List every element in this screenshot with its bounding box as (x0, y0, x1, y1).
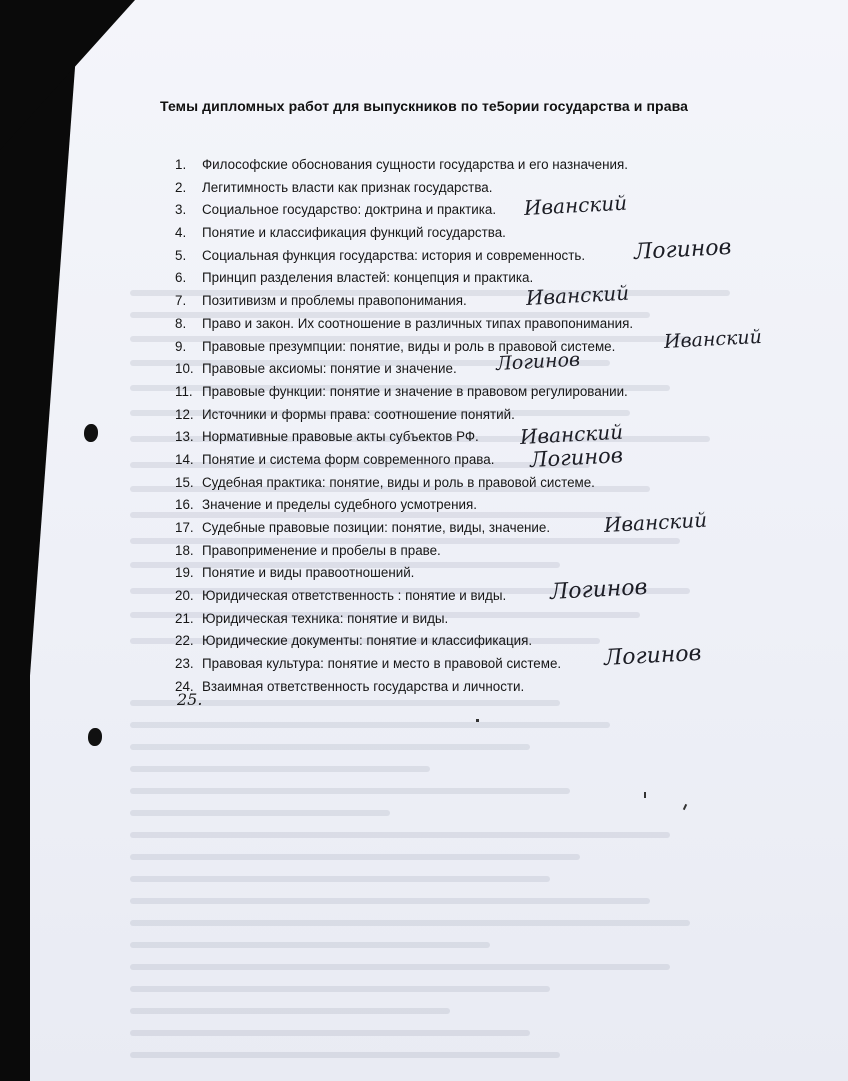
scan-shadow-edge (0, 0, 80, 1081)
topic-text: Взаимная ответственность государства и личности. (202, 678, 525, 694)
topic-item (175, 653, 633, 676)
topic-number: 6. (175, 270, 187, 286)
topic-item (175, 630, 633, 653)
topic-text: Правовые функции: понятие и значение в правовом регулировании. (202, 383, 628, 399)
topic-item (175, 222, 633, 245)
topic-number: 11. (175, 383, 193, 399)
topic-text: Юридическая техника: понятие и виды. (202, 610, 449, 626)
signature-topic-10: Логинов (495, 348, 581, 375)
scan-speck (644, 792, 646, 798)
topic-number: 16. (175, 497, 194, 513)
signature-topic-7: Иванский (525, 280, 630, 310)
topic-number: 13. (175, 429, 194, 445)
topic-text: Позитивизм и проблемы правопонимания. (202, 293, 467, 309)
topic-text: Юридическая ответственность : понятие и виды. (202, 588, 507, 604)
topic-text: Философские обоснования сущности государства и его назначения. (202, 157, 628, 172)
topic-text: Значение и пределы судебного усмотрения. (202, 497, 477, 513)
topic-text: Судебная практика: понятие, виды и роль в правовой системе. (202, 474, 595, 490)
signature-topic-13: Иванский (519, 419, 624, 449)
scan-speck (683, 804, 687, 810)
topic-item (175, 608, 633, 631)
topic-item (175, 472, 633, 495)
topic-text: Нормативные правовые акты субъектов РФ. (202, 429, 479, 445)
topic-text: Правовые аксиомы: понятие и значение. (202, 361, 457, 377)
topic-item (175, 540, 633, 563)
scan-speck (476, 719, 479, 722)
topic-number: 3. (175, 202, 187, 218)
topic-item (175, 676, 633, 699)
signature-topic-3: Иванский (523, 190, 628, 220)
topic-text: Юридические документы: понятие и классификация. (202, 633, 533, 649)
topic-text: Понятие и система форм современного права. (202, 451, 495, 467)
topic-item (175, 517, 633, 540)
topic-text: Правовая культура: понятие и место в правовой системе. (202, 656, 562, 672)
signature-topic-5: Логинов (633, 234, 732, 265)
topic-number: 17. (175, 520, 194, 535)
topic-number: 21. (175, 610, 194, 626)
topic-number: 10. (175, 361, 194, 377)
handwritten-number: 25. (177, 690, 203, 709)
signature-topic-23: Логинов (603, 640, 702, 671)
signature-topic-17: Иванский (603, 507, 708, 537)
topic-number: 4. (175, 225, 187, 241)
topic-item (175, 313, 633, 336)
topic-text: Социальное государство: доктрина и практика. (202, 202, 497, 218)
topic-number: 18. (175, 542, 194, 558)
signature-topic-9: Иванский (663, 325, 763, 353)
topic-number: 22. (175, 633, 194, 649)
topic-number: 8. (175, 315, 187, 331)
scan-shadow-corner (0, 0, 135, 150)
topic-text: Правовые презумпции: понятие, виды и роль в правовой системе. (202, 338, 616, 354)
topic-number: 2. (175, 179, 187, 195)
topic-item (175, 154, 633, 177)
topic-text: Понятие и классификация функций государства. (202, 225, 506, 241)
topic-item (175, 381, 633, 404)
topic-number: 9. (175, 338, 187, 354)
topic-number: 14. (175, 451, 194, 467)
topic-text: Право и закон. Их соотношение в различных типах правопонимания. (202, 315, 634, 331)
topic-number: 20. (175, 588, 194, 604)
topic-text: Принцип разделения властей: концепция и практика. (202, 270, 534, 286)
signature-topic-14: Логинов (529, 443, 624, 472)
topic-number: 24. (175, 678, 194, 694)
topic-text: Судебные правовые позиции: понятие, виды, значение. (202, 520, 551, 535)
topic-number: 12. (175, 406, 194, 422)
topic-text: Легитимность власти как признак государства. (202, 179, 493, 195)
document-title: Темы дипломных работ для выпускников по те5ории государства и права (159, 98, 688, 114)
topic-item (175, 245, 633, 268)
topic-number: 19. (175, 565, 194, 581)
punch-hole-bottom (88, 728, 102, 746)
topic-number: 1. (175, 157, 187, 172)
topic-number: 23. (175, 656, 194, 672)
signature-topic-20: Логинов (549, 574, 648, 605)
topic-text: Источники и формы права: соотношение понятий. (202, 406, 515, 422)
punch-hole-top (84, 424, 98, 442)
topic-text: Понятие и виды правоотношений. (202, 565, 415, 581)
topic-number: 7. (175, 293, 187, 309)
topic-item (175, 494, 633, 517)
topic-text: Правоприменение и пробелы в праве. (202, 542, 441, 558)
topic-number: 15. (175, 474, 194, 490)
topic-number: 5. (175, 247, 187, 263)
topic-text: Социальная функция государства: история и современность. (202, 247, 586, 263)
